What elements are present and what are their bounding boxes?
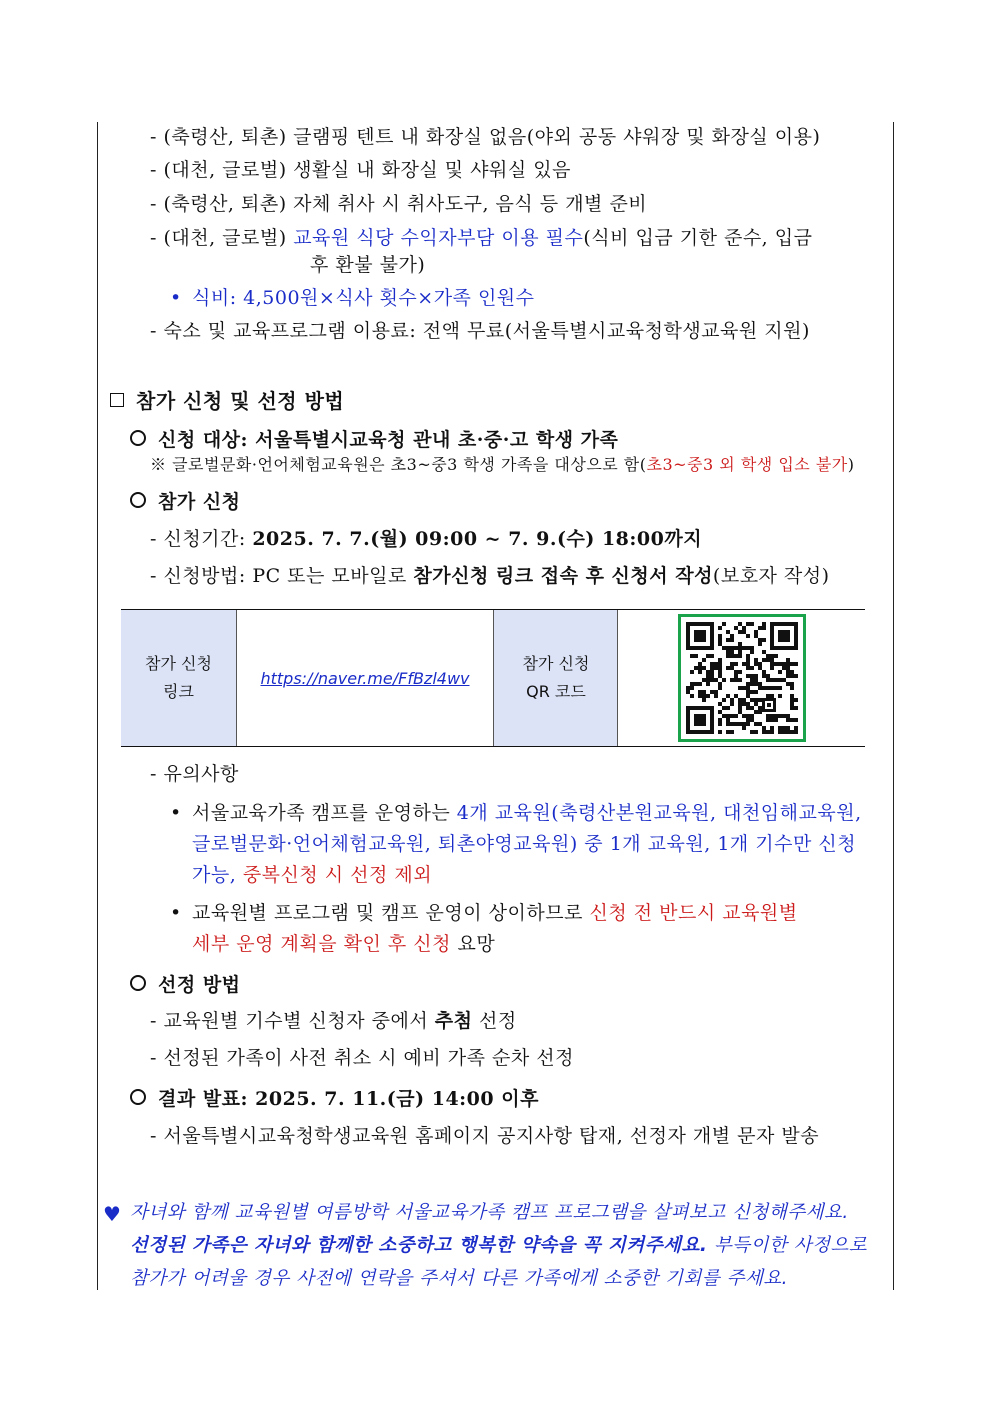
camp-note-4-continuation: 후 환불 불가) bbox=[310, 254, 426, 276]
target-note: ※ 글로벌문화·언어체험교육원은 초3~중3 학생 가족을 대상으로 함(초3~중3 외 학생 입소 불가) bbox=[150, 455, 855, 474]
bullet-icon: • bbox=[170, 902, 182, 924]
heart-icon: ♥ bbox=[103, 1202, 121, 1226]
result-detail: - 서울특별시교육청학생교육원 홈페이지 공지사항 탑재, 선정자 개별 문자 발송 bbox=[150, 1125, 820, 1147]
apply-method: - 신청방법: PC 또는 모바일로 참가신청 링크 접속 후 신청서 작성(보호자 작성) bbox=[150, 565, 830, 587]
circle-bullet-icon bbox=[130, 1089, 146, 1105]
caution-item-2-line-2: 세부 운영 계획을 확인 후 신청 요망 bbox=[192, 933, 496, 955]
circle-bullet-icon bbox=[130, 430, 146, 446]
apply-link-table bbox=[121, 609, 865, 747]
apply-method-bold: 참가신청 링크 접속 후 신청서 작성 bbox=[413, 565, 713, 587]
closing-line-3: 참가가 어려울 경우 사전에 연락을 주셔서 다른 가족에게 소중한 기회를 주세요. bbox=[130, 1268, 789, 1289]
link-header-cell: 참가 신청 링크 bbox=[121, 610, 236, 746]
circle-bullet-icon bbox=[130, 975, 146, 991]
apply-link[interactable]: https://naver.me/FfBzl4wv bbox=[260, 668, 470, 688]
duplicate-warning: 중복신청 시 선정 제외 bbox=[242, 864, 433, 886]
square-bullet-icon bbox=[110, 393, 124, 407]
caution-item-1-line-3: 가능, 중복신청 시 선정 제외 bbox=[192, 864, 433, 886]
result-heading: 결과 발표: 2025. 7. 11.(금) 14:00 이후 bbox=[130, 1086, 539, 1112]
camp-note-2: - (대천, 글로벌) 생활실 내 화장실 및 샤워실 있음 bbox=[150, 159, 571, 181]
apply-period: - 신청기간: 2025. 7. 7.(월) 09:00 ~ 7. 9.(수) 18:00까지 bbox=[150, 528, 703, 550]
caution-item-1-line-1: • 서울교육가족 캠프를 운영하는 4개 교육원(축령산본원교육원, 대천임해교육원, bbox=[170, 802, 862, 824]
right-border-line bbox=[893, 122, 894, 1290]
circle-bullet-icon bbox=[130, 492, 146, 508]
caution-item-2-line-1: • 교육원별 프로그램 및 캠프 운영이 상이하므로 신청 전 반드시 교육원별 bbox=[170, 902, 798, 924]
camp-note-4: - (대천, 글로벌) 교육원 식당 수익자부담 이용 필수(식비 입금 기한 준수, 입금 bbox=[150, 227, 813, 249]
qr-code-icon[interactable] bbox=[678, 614, 806, 742]
link-value-cell bbox=[236, 610, 493, 746]
left-border-line bbox=[97, 122, 98, 1290]
closing-line-2: 선정된 가족은 자녀와 함께한 소중하고 행복한 약속을 꼭 지켜주세요. 부득이한 사정으로 bbox=[130, 1235, 868, 1256]
caution-item-1-line-2: 글로벌문화·언어체험교육원, 퇴촌야영교육원) 중 1개 교육원, 1개 기수만 신청 bbox=[192, 833, 857, 855]
closing-line-1: 자녀와 함께 교육원별 여름방학 서울교육가족 캠프 프로그램을 살펴보고 신청해주세요. bbox=[130, 1202, 849, 1223]
section-title: 참가 신청 및 선정 방법 bbox=[110, 388, 344, 414]
bullet-icon: • bbox=[170, 802, 182, 824]
target-note-restriction: 초3~중3 외 학생 입소 불가 bbox=[646, 455, 848, 474]
meal-required-text: 교육원 식당 수익자부담 이용 필수 bbox=[293, 227, 584, 249]
apply-heading: 참가 신청 bbox=[130, 489, 241, 515]
camp-note-3: - (축령산, 퇴촌) 자체 취사 시 취사도구, 음식 등 개별 준비 bbox=[150, 193, 648, 215]
selection-line-2: - 선정된 가족이 사전 취소 시 예비 가족 순차 선정 bbox=[150, 1047, 575, 1069]
camp-note-1: - (축령산, 퇴촌) 글램핑 텐트 내 화장실 없음(야외 공동 샤워장 및 화장실 이용) bbox=[150, 126, 821, 148]
apply-period-value: 2025. 7. 7.(월) 09:00 ~ 7. 9.(수) 18:00까지 bbox=[252, 528, 703, 550]
target-heading: 신청 대상: 서울특별시교육청 관내 초·중·고 학생 가족 bbox=[130, 427, 618, 453]
qr-cell bbox=[617, 610, 866, 746]
selection-heading: 선정 방법 bbox=[130, 972, 241, 998]
meal-cost-item: • 식비: 4,500원×식사 횟수×가족 인원수 bbox=[170, 287, 535, 309]
bullet-icon: • bbox=[170, 287, 182, 309]
qr-header-cell: 참가 신청 QR 코드 bbox=[493, 610, 618, 746]
selection-line-1: - 교육원별 기수별 신청자 중에서 추첨 선정 bbox=[150, 1010, 517, 1032]
camp-note-6: - 숙소 및 교육프로그램 이용료: 전액 무료(서울특별시교육청학생교육원 지원) bbox=[150, 320, 810, 342]
cautions-title: - 유의사항 bbox=[150, 763, 239, 785]
